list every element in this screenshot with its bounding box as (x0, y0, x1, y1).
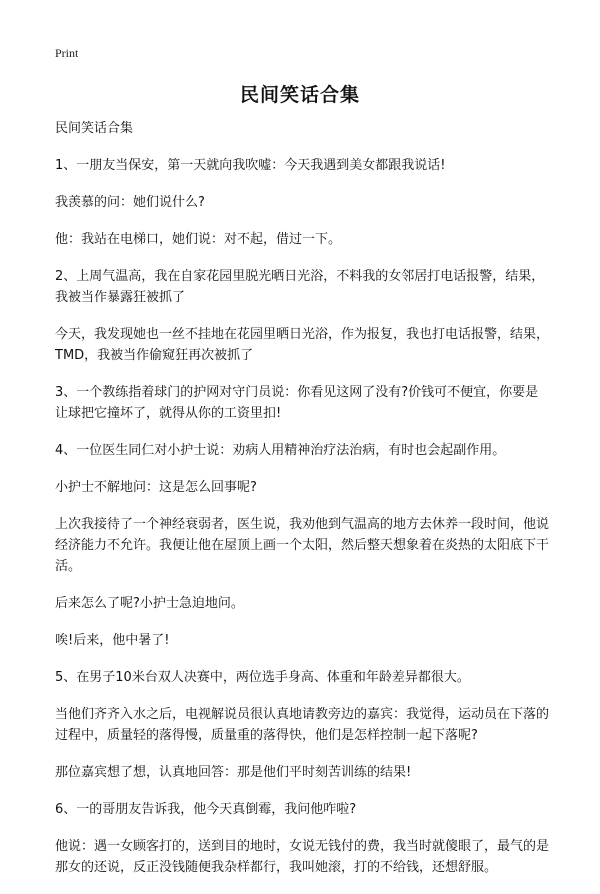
paragraph: 6、一的哥朋友告诉我，他今天真倒霉，我问他咋啦? (55, 802, 357, 817)
paragraph: 唉!后来，他中暑了! (55, 633, 170, 648)
paragraph: 他说：遇一女顾客打的，送到目的地时，女说无钱付的费，我当时就傻眼了，最气的是那女的还说，反正没钱随便我杂样都行，我叫她滚，打的不给钱，还想舒服。 (55, 839, 550, 875)
paragraph: 4、一位医生同仁对小护士说：劝病人用精神治疗法治病，有时也会起副作用。 (55, 443, 506, 458)
page-title: 民间笑话合集 (239, 84, 360, 106)
paragraph: 2、上周气温高，我在自家花园里脱光晒日光浴，不料我的女邻居打电话报警，结果，我被当作暴露狂被抓了 (55, 269, 545, 305)
paragraph: 今天，我发现她也一丝不挂地在花园里晒日光浴，作为报复，我也打电话报警，结果，TMD，我被当作偷窥狂再次被抓了 (55, 327, 550, 363)
paragraph: 他：我站在电梯口，她们说：对不起，借过一下。 (55, 232, 342, 247)
paragraph: 3、一个教练指着球门的护网对守门员说：你看见这网了没有?价钱可不便宜，你要是让球把它撞坏了，就得从你的工资里扣! (55, 385, 539, 421)
paragraph: 那位嘉宾想了想，认真地回答：那是他们平时刻苦训练的结果! (55, 765, 412, 780)
paragraph: 1、一朋友当保安，第一天就向我吹嘘：今天我遇到美女都跟我说话! (55, 158, 446, 173)
paragraph: 当他们齐齐入水之后，电视解说员很认真地请教旁边的嘉宾：我觉得，运动员在下落的过程中，质量轻的落得慢，质量重的落得快，他们是怎样控制一起下落呢? (55, 707, 550, 743)
paragraph: 5、在男子10米台双人决赛中，两位选手身高、体重和年龄差异都很大。 (55, 670, 470, 685)
paragraph: 后来怎么了呢?小护士急迫地问。 (55, 596, 244, 611)
paragraph: 我羡慕的问：她们说什么? (55, 195, 205, 210)
print-label: Print (55, 46, 79, 60)
paragraph: 上次我接待了一个神经衰弱者，医生说，我劝他到气温高的地方去休养一段时间，他说经济能力不允许。我便让他在屋顶上画一个太阳，然后整天想象着在炎热的太阳底下干活。 (55, 517, 550, 574)
paragraph: 小护士不解地问：这是怎么回事呢? (55, 480, 257, 495)
document-body (55, 118, 550, 894)
paragraph-subtitle: 民间笑话合集 (55, 121, 134, 136)
